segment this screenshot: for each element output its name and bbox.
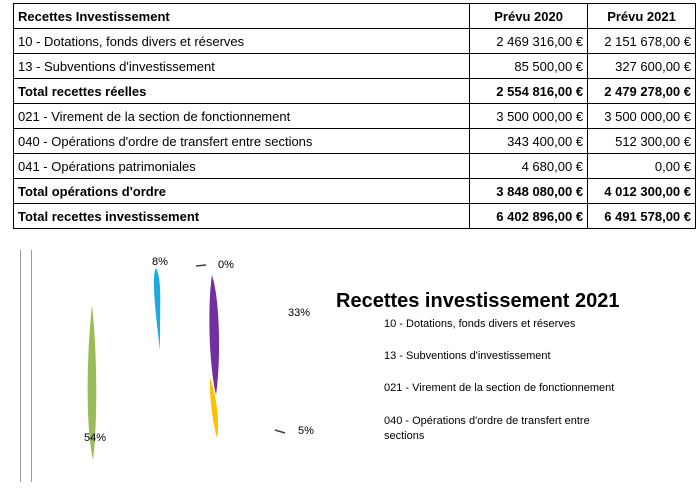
header-2021: Prévu 2021 — [588, 4, 696, 29]
label-0pct: 0% — [218, 259, 234, 271]
cell-2020: 4 680,00 € — [470, 154, 588, 179]
legend-item-13: 13 - Subventions d'investissement — [384, 350, 551, 362]
leader-line-5pct — [275, 430, 285, 433]
label-33pct: 33% — [288, 307, 311, 319]
cell-2021: 4 012 300,00 € — [588, 179, 696, 204]
cell-2021: 512 300,00 € — [588, 129, 696, 154]
row-label: 040 - Opérations d'ordre de transfert entre sections — [14, 129, 470, 154]
row-label: 041 - Opérations patrimoniales — [14, 154, 470, 179]
row-label: Total opérations d'ordre — [14, 179, 470, 204]
cell-2020: 3 500 000,00 € — [470, 104, 588, 129]
cell-2020: 85 500,00 € — [470, 54, 588, 79]
cell-2020: 6 402 896,00 € — [470, 204, 588, 229]
row-label: Total recettes réelles — [14, 79, 470, 104]
cell-2020: 2 469 316,00 € — [470, 29, 588, 54]
cell-2020: 3 848 080,00 € — [470, 179, 588, 204]
row-label: Total recettes investissement — [14, 204, 470, 229]
cell-2021: 6 491 578,00 € — [588, 204, 696, 229]
row-label: 10 - Dotations, fonds divers et réserves — [14, 29, 470, 54]
cell-2021: 0,00 € — [588, 154, 696, 179]
legend-item-040: 040 - Opérations d'ordre de transfert entre sections — [384, 415, 590, 442]
label-5pct: 5% — [298, 425, 314, 437]
legend-item-021: 021 - Virement de la section de fonctionnement — [384, 382, 615, 394]
slice-13-subventions — [154, 268, 160, 350]
cell-2020: 2 554 816,00 € — [470, 79, 588, 104]
cell-2021: 327 600,00 € — [588, 54, 696, 79]
row-label: 13 - Subventions d'investissement — [14, 54, 470, 79]
row-label: 021 - Virement de la section de fonctionnement — [14, 104, 470, 129]
chart-title: Recettes investissement 2021 — [336, 290, 620, 312]
label-8pct: 8% — [152, 256, 168, 268]
leader-line-0pct — [196, 265, 206, 266]
cell-2021: 2 479 278,00 € — [588, 79, 696, 104]
label-54pct: 54% — [84, 432, 107, 444]
cell-2020: 343 400,00 € — [470, 129, 588, 154]
legend-item-10: 10 - Dotations, fonds divers et réserves — [384, 318, 576, 330]
slice-021-virement — [209, 275, 219, 395]
cell-2021: 3 500 000,00 € — [588, 104, 696, 129]
header-label: Recettes Investissement — [14, 4, 470, 29]
cell-2021: 2 151 678,00 € — [588, 29, 696, 54]
header-2020: Prévu 2020 — [470, 4, 588, 29]
